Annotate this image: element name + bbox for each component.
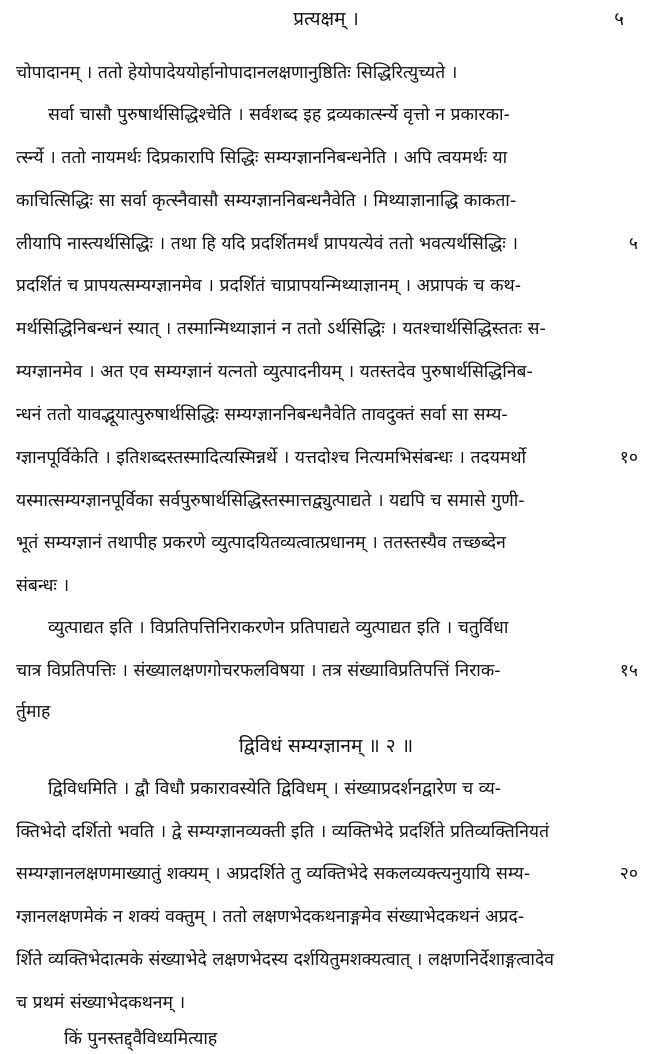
text-line: र्त्स्न्ये । ततो नायमर्थः दिप्रकारापि सिद्धिः सम्यग्ज्ञाननिबन्धनेति । अपि त्वयमर्थः या	[16, 148, 508, 168]
text-line: सम्यग्ज्ञानलक्षणमाख्यातुं शक्यम् । अप्रदर्शिते तु व्यक्तिभेदे सकलव्यक्त्यनुयायि सम्य-	[16, 864, 531, 884]
text-line: चात्र विप्रतिपत्तिः । संख्यालक्षणगोचरफलविषया । तत्र संख्याविप्रतिपत्तिं निराक-	[16, 661, 501, 681]
text-line: प्रदर्शितं च प्रापयत्सम्यग्ज्ञानमेव । प्रदर्शितं चाप्रापयन्मिथ्याज्ञानम् । अप्रापकं च कथ-	[16, 276, 522, 296]
text-line: यस्मात्सम्यग्ज्ञानपूर्विका सर्वपुरुषार्थसिद्धिस्तस्मात्तद्व्युत्पाद्यते । यद्यपि च समासे गुणी-	[16, 491, 525, 511]
text-line: च प्रथमं संख्याभेदकथनम् ।	[16, 993, 186, 1013]
text-line: र्तुमाह	[16, 702, 51, 722]
text-line: किं पुनस्तद्द्वैविध्यमित्याह	[64, 1029, 218, 1049]
running-title: प्रत्यक्षम् ।	[293, 8, 359, 30]
text-line: द्विविधमिति । द्वौ विधौ प्रकारावस्येति द्विविधम् । संख्याप्रदर्शनद्वारेण च व्य-	[48, 779, 502, 799]
text-line: ग्ज्ञानपूर्विकेति । इतिशब्दस्तस्मादित्यस्मिन्नर्थे । यत्तदोश्च नित्यमभिसंबन्धः । तदयमर्थो	[16, 448, 527, 468]
text-line: म्यग्ज्ञानमेव । अत एव सम्यग्ज्ञानं यत्नतो व्युत्पादनीयम् । यतस्तदेव पुरुषार्थसिद्धिनिब-	[16, 362, 533, 382]
page-number: ५	[614, 8, 624, 30]
line-number: २०	[619, 864, 638, 884]
text-line: क्तिभेदो दर्शितो भवति । द्वे सम्यग्ज्ञानव्यक्ती इति । व्यक्तिभेदे प्रदर्शिते प्रतिव्यक्तिनियतं	[16, 822, 550, 842]
text-line: व्युत्पाद्यत इति । विप्रतिपत्तिनिराकरणेन प्रतिपाद्यते व्युत्पाद्यत इति । चतुर्विधा	[48, 618, 509, 638]
text-line: काचित्सिद्धिः सा सर्वा कृत्स्नैवासौ सम्यग्ज्ञाननिबन्धनैवेति । मिथ्याज्ञानाद्धि काकता-	[16, 191, 517, 211]
text-line: र्शिते व्यक्तिभेदात्मके संख्याभेदे लक्षणभेदस्य दर्शयितुमशक्यत्वात् । लक्षणनिर्देशाङ्गत्वादेव	[16, 950, 554, 970]
line-number: १५	[619, 661, 638, 681]
text-line: मर्थसिद्धिनिबन्धनं स्यात् । तस्मान्मिथ्याज्ञानं न ततो ऽर्थसिद्धिः । यतश्चार्थसिद्धिस्ततः स-	[16, 319, 546, 339]
text-line: ग्ज्ञानलक्षणमेकं न शक्यं वक्तुम् । ततो लक्षणभेदकथनाङ्गमेव संख्याभेदकथनं अप्रद-	[16, 907, 525, 927]
section-heading: द्विविधं सम्यग्ज्ञानम् ॥ २ ॥	[238, 735, 414, 757]
text-line: संबन्धः ।	[16, 576, 70, 596]
text-line: सर्वा चासौ पुरुषार्थसिद्धिश्चेति । सर्वशब्द इह द्रव्यकार्त्स्न्ये वृत्तो न प्रकारका-	[48, 105, 510, 125]
text-line: लीयापि नास्त्यर्थसिद्धिः । तथा हि यदि प्रदर्शितमर्थं प्रापयत्येवं ततो भवत्यर्थसिद्धिः ।	[16, 234, 518, 254]
text-line: चोपादानम् । ततो हेयोपादेययोर्हानोपादानलक्षणानुष्ठितिः सिद्धिरित्युच्यते ।	[16, 63, 458, 83]
line-number: ५	[628, 234, 638, 254]
text-line: न्धनं ततो यावद्भूयात्पुरुषार्थसिद्धिः सम्यग्ज्ञाननिबन्धनैवेति तावदुक्तं सर्वा सा सम्य-	[16, 405, 508, 425]
line-number: १०	[619, 448, 638, 468]
text-line: भूतं सम्यग्ज्ञानं तथापीह प्रकरणे व्युत्पादयितव्यत्वात्प्रधानम् । ततस्तस्यैव तच्छब्देन	[16, 533, 506, 553]
page-header	[0, 4, 652, 34]
